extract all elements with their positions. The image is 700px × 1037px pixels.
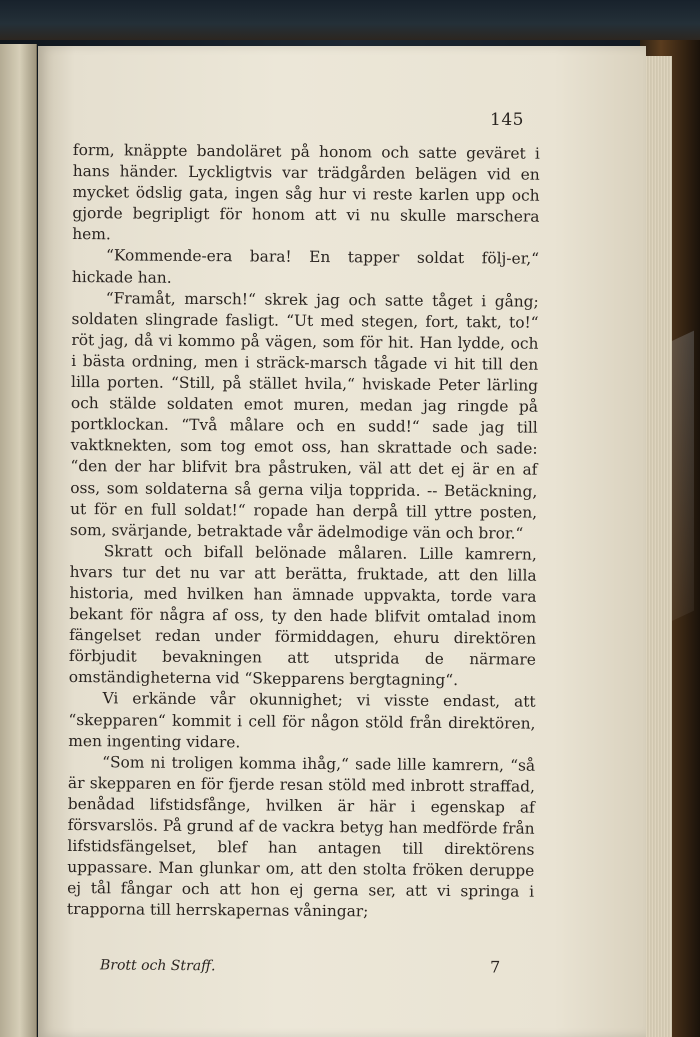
signature-mark: 7 [489,957,501,977]
paragraph: form, knäppte bandoläret på honom och satte geväret i hans händer. Lyckligtvis var trädgården belägen vid en mycket ödslig gata, ingen såg hur vi reste karlen upp och gjorde begripligt för honom att vi nu skulle marschera hem. [72,140,540,244]
paragraph: “Framåt, marsch!“ skrek jag och satte tåget i gång; soldaten slingrade fasligt. “Ut med stegen, fort, takt, to!“ röt jag, då vi kommo på vägen, som för hit. Han lydde, och i bästa ordning, men i sträck-marsch tågade vi hit till den lilla porten. “Still, på stället hvila,“ hviskade Peter lärling och stälde soldaten emot muren, medan jag ringde på portklockan. “Två målare och en sudd!“ sade jag till vaktknekten, som tog emot oss, han skrattade och sade: “den der har blifvit bra påstruken, väl att det ej är en af oss, som soldaterna så gerna vilja topprida. -- Betäckning, ut för en full soldat!“ ropade han derpå till yttre posten, som, svärjande, betraktade vår ädelmodige vän och bror.“ [69,288,539,543]
paragraph: Skratt och bifall belönade målaren. Lille kamrern, hvars tur det nu var att berätta, fruktade, att den lilla historia, med hvilken han ämnade uppvakta, torde vara bekant för några af oss, ty den hade blifvit omtalad inom fängelset redan under förmiddagen, ehuru direktören förbjudit bevakningen att utsprida de närmare omständigheterna vid “Skepparens bergtagning“. [68,542,537,690]
page-footer [100,954,510,976]
paragraph: Vi erkände vår okunnighet; vi visste endast, att “skepparen“ kommit i cell för någon stöld från direktören, men ingenting vidare. [68,689,536,751]
paragraph: “Kommende-era bara! En tapper soldat följ-er,“ hickade han. [71,246,540,287]
background-top [0,0,700,40]
left-page-edge [0,44,37,1037]
body-text [67,140,540,924]
footer-title: Brott och Straff. [99,957,216,975]
paragraph: “Som ni troligen komma ihåg,“ sade lille kamrern, “så är skepparen en för fjerde resan stöld med inbrott straffad, benådad lifstidsfånge, hvilken är här i egenskap af försvarslös. På grund af de vackra betyg han medförde från lifstidsfängelset, blef han antagen till direktörens uppassare. Man glunkar om, att den stolta fröken deruppe ej tål fångar och att hon ej gerna ser, att vi springa i trapporna till herrskapernas våningar; [66,752,536,921]
page-number: 145 [490,110,524,130]
